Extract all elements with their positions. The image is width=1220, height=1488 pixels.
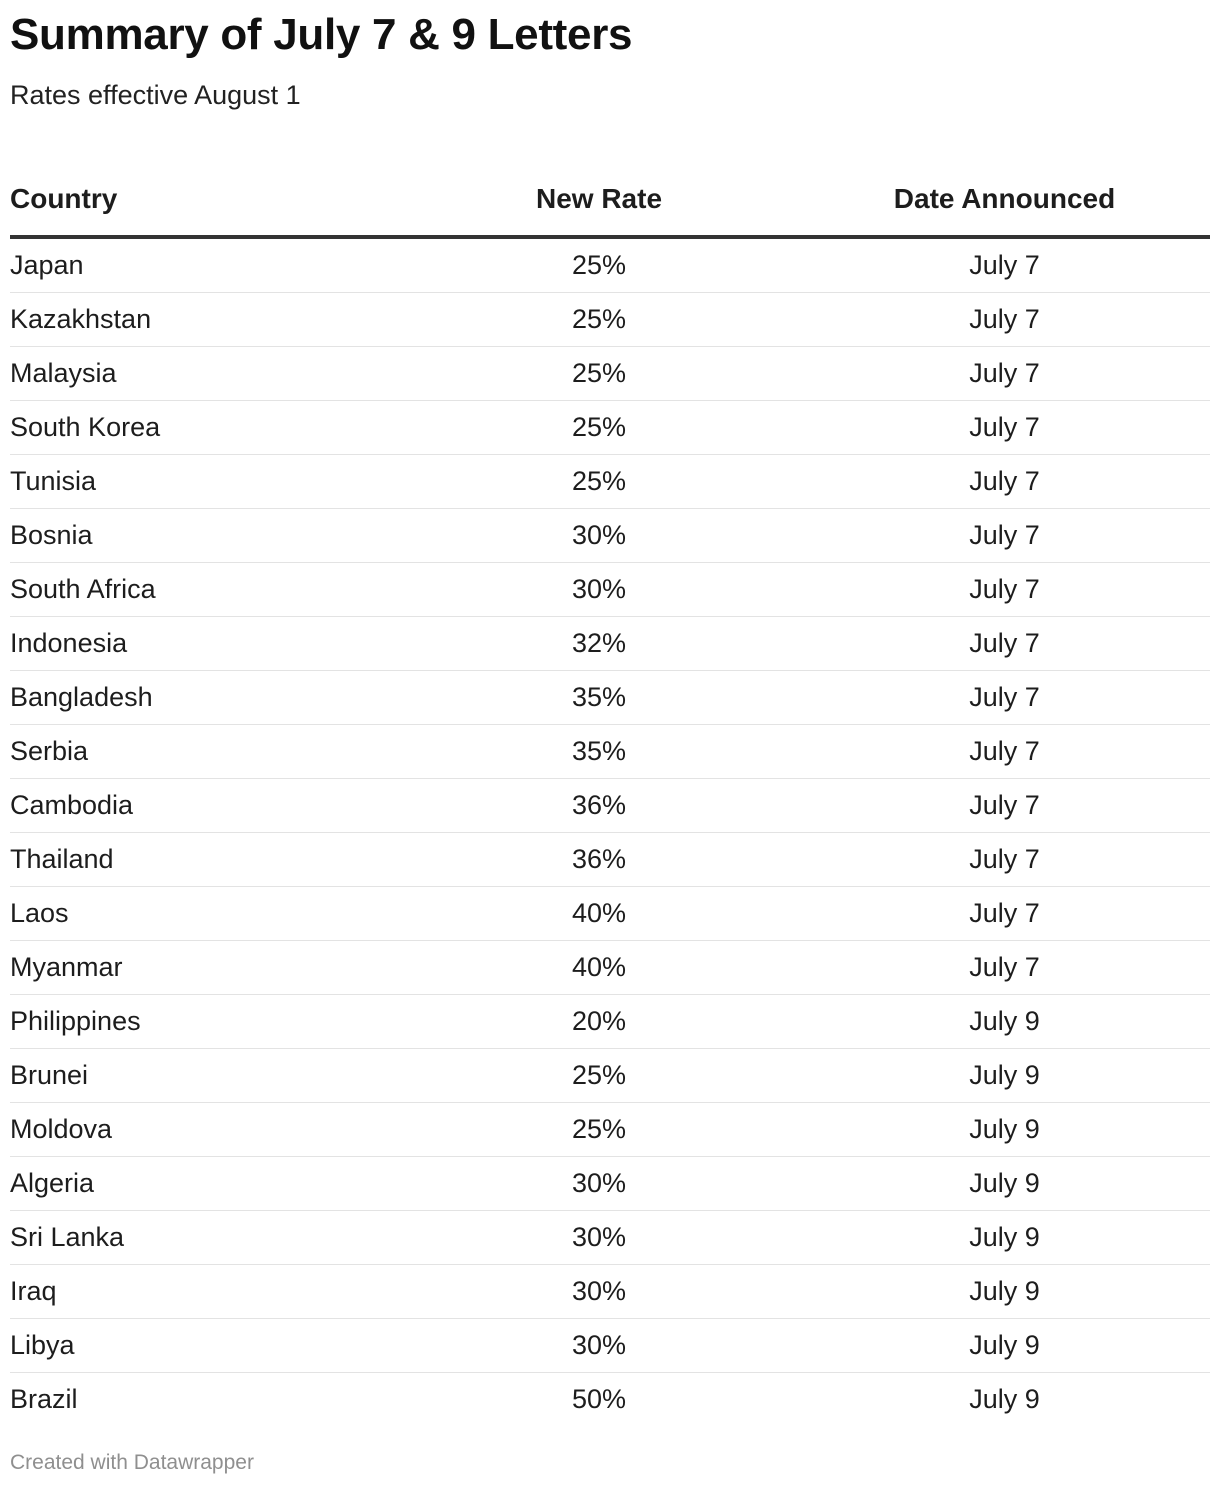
table-row: [10, 995, 1210, 1049]
date-cell: July 7: [799, 941, 1210, 995]
table-row: [10, 833, 1210, 887]
table-row: [10, 617, 1210, 671]
country-cell: Serbia: [10, 725, 399, 779]
table-row: [10, 401, 1210, 455]
country-cell: South Africa: [10, 563, 399, 617]
country-cell: Algeria: [10, 1157, 399, 1211]
date-cell: July 7: [799, 887, 1210, 941]
rate-cell: 20%: [399, 995, 799, 1049]
date-cell: July 9: [799, 1103, 1210, 1157]
country-cell: Indonesia: [10, 617, 399, 671]
country-cell: Bosnia: [10, 509, 399, 563]
country-cell: Myanmar: [10, 941, 399, 995]
date-cell: July 7: [799, 293, 1210, 347]
date-cell: July 9: [799, 1157, 1210, 1211]
table-row: [10, 1049, 1210, 1103]
table-row: [10, 725, 1210, 779]
country-cell: Tunisia: [10, 455, 399, 509]
country-cell: Moldova: [10, 1103, 399, 1157]
rate-cell: 35%: [399, 725, 799, 779]
rates-table: [10, 163, 1210, 1426]
country-cell: Malaysia: [10, 347, 399, 401]
table-container: [10, 0, 1210, 1474]
table-row: [10, 887, 1210, 941]
rate-cell: 35%: [399, 671, 799, 725]
date-cell: July 9: [799, 1265, 1210, 1319]
date-cell: July 7: [799, 617, 1210, 671]
table-row: [10, 1319, 1210, 1373]
date-cell: July 7: [799, 725, 1210, 779]
table-row: [10, 347, 1210, 401]
country-cell: Laos: [10, 887, 399, 941]
column-header-country[interactable]: Country: [10, 163, 399, 237]
rate-cell: 40%: [399, 887, 799, 941]
rate-cell: 32%: [399, 617, 799, 671]
country-cell: Cambodia: [10, 779, 399, 833]
attribution-footer: Created with Datawrapper: [10, 1451, 254, 1474]
country-cell: Thailand: [10, 833, 399, 887]
rate-cell: 30%: [399, 563, 799, 617]
date-cell: July 9: [799, 995, 1210, 1049]
rate-cell: 30%: [399, 1319, 799, 1373]
country-cell: Philippines: [10, 995, 399, 1049]
rate-cell: 40%: [399, 941, 799, 995]
rate-cell: 36%: [399, 833, 799, 887]
rate-cell: 30%: [399, 509, 799, 563]
country-cell: Brazil: [10, 1384, 78, 1414]
rate-cell: 25%: [399, 455, 799, 509]
country-cell: Brunei: [10, 1049, 399, 1103]
table-row: [10, 1157, 1210, 1211]
country-cell: South Korea: [10, 401, 399, 455]
country-cell: Japan: [10, 237, 399, 293]
table-row: [10, 509, 1210, 563]
table-header-row: [10, 163, 1210, 237]
rate-cell: 25%: [399, 1049, 799, 1103]
date-cell: July 7: [799, 563, 1210, 617]
table-body: [10, 237, 1210, 1426]
table-row: [10, 293, 1210, 347]
table-row: [10, 671, 1210, 725]
rate-cell: 30%: [399, 1265, 799, 1319]
country-cell: Libya: [10, 1319, 399, 1373]
table-row: [10, 779, 1210, 833]
country-cell: Bangladesh: [10, 671, 399, 725]
column-header-new-rate[interactable]: New Rate: [399, 163, 799, 237]
country-cell: Sri Lanka: [10, 1211, 399, 1265]
date-cell: July 9: [969, 1384, 1040, 1414]
date-cell: July 9: [799, 1319, 1210, 1373]
date-cell: July 7: [799, 347, 1210, 401]
table-row: [10, 1103, 1210, 1157]
column-header-date-announced[interactable]: Date Announced: [799, 163, 1210, 237]
date-cell: July 9: [799, 1211, 1210, 1265]
country-cell: Iraq: [10, 1265, 399, 1319]
rate-cell: 25%: [399, 347, 799, 401]
date-cell: July 7: [799, 671, 1210, 725]
date-cell: July 7: [799, 833, 1210, 887]
table-row: [10, 455, 1210, 509]
table-row: [10, 1265, 1210, 1319]
country-cell: Kazakhstan: [10, 293, 399, 347]
table-row: [10, 563, 1210, 617]
table-row: [10, 1211, 1210, 1265]
rate-cell: 30%: [399, 1211, 799, 1265]
table-row: [10, 237, 1210, 293]
date-cell: July 7: [799, 509, 1210, 563]
rate-cell: 25%: [399, 237, 799, 293]
rate-cell: 30%: [399, 1157, 799, 1211]
date-cell: July 7: [799, 455, 1210, 509]
date-cell: July 7: [799, 237, 1210, 293]
date-cell: July 7: [799, 401, 1210, 455]
date-cell: July 7: [799, 779, 1210, 833]
rate-cell: 36%: [399, 779, 799, 833]
rate-cell: 50%: [571, 1384, 627, 1414]
table-row: [10, 941, 1210, 995]
table-row: [10, 1373, 1210, 1427]
rate-cell: 25%: [399, 293, 799, 347]
page-title: Summary of July 7 & 9 Letters: [10, 10, 633, 59]
rate-cell: 25%: [399, 1103, 799, 1157]
date-cell: July 9: [799, 1049, 1210, 1103]
rate-cell: 25%: [399, 401, 799, 455]
page-subtitle: Rates effective August 1: [10, 80, 301, 110]
